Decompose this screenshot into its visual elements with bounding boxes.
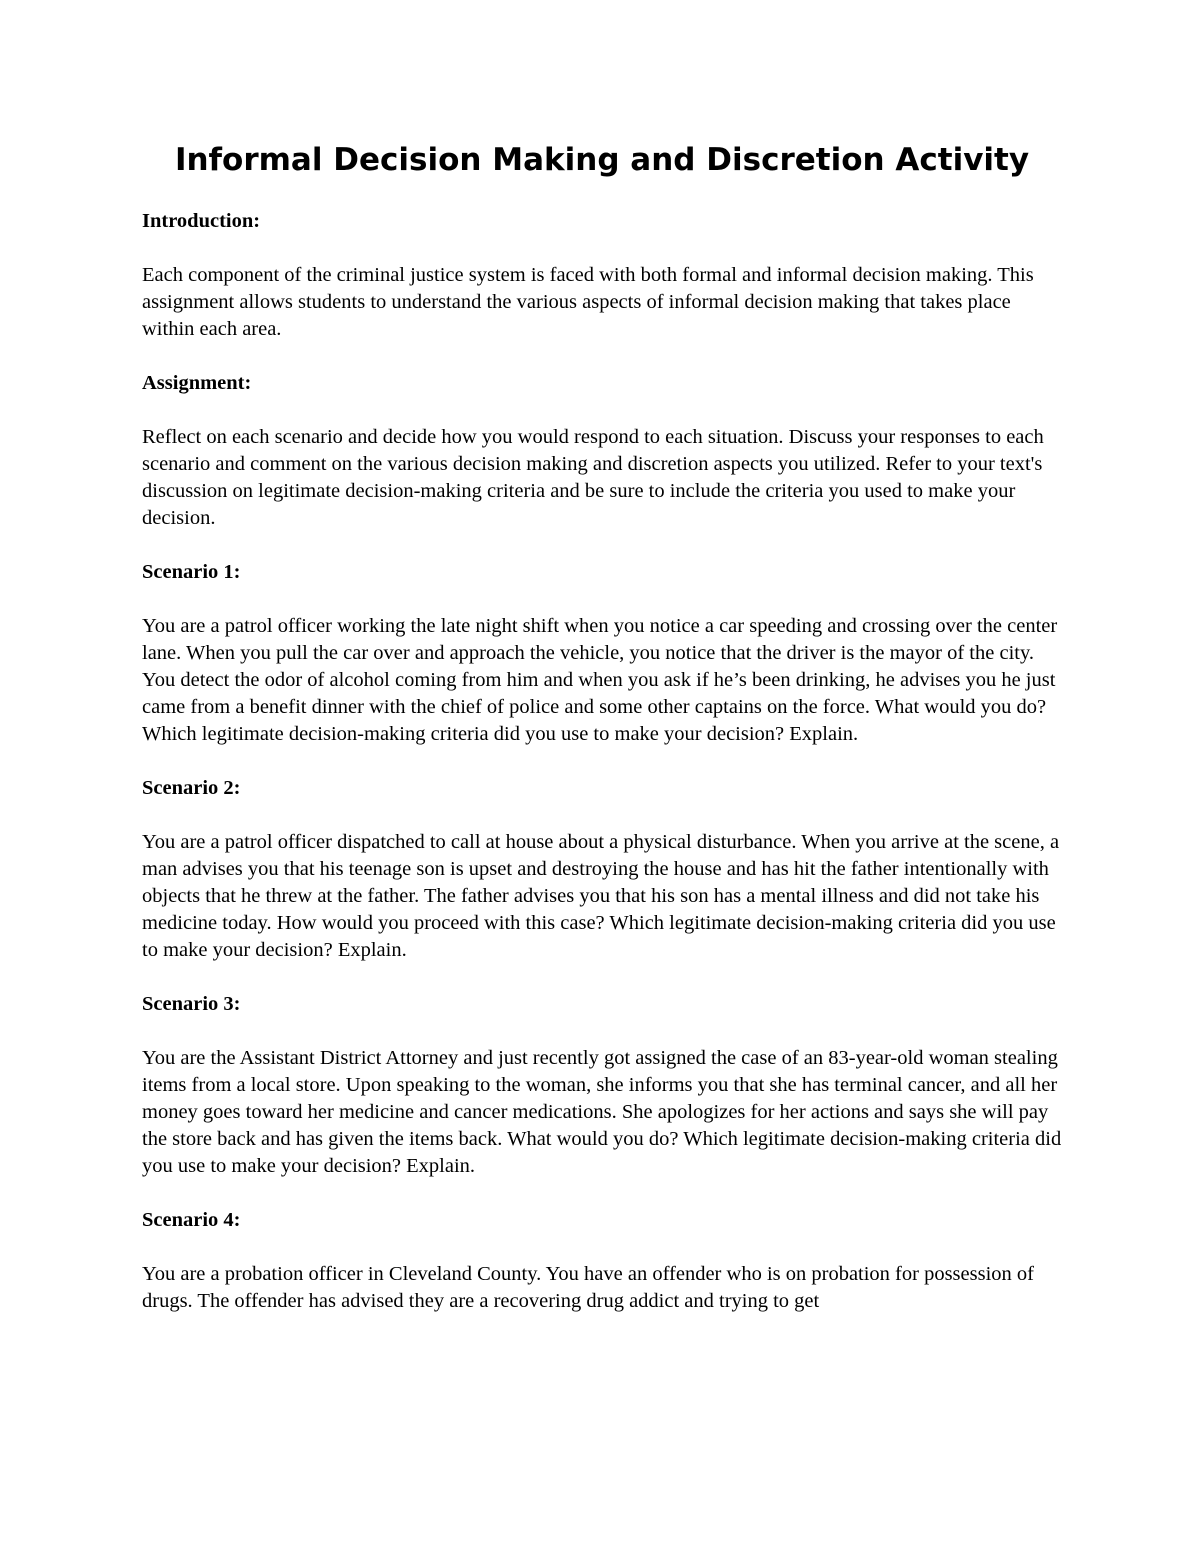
section-heading: Scenario 4: <box>142 1209 241 1231</box>
section-heading: Scenario 3: <box>142 993 241 1015</box>
section-paragraph: Reflect on each scenario and decide how you would respond to each situation. Discuss your responses to each scenario and comment on the various decision making and discretion aspects you utilized. Refer to your text's discussion on legitimate decision-making criteria and be sure to include the criteria you used to make your decision. <box>142 426 1044 529</box>
section-paragraph: You are a probation officer in Cleveland County. You have an offender who is on probation for possession of drugs. The offender has advised they are a recovering drug addict and trying to get <box>142 1263 1034 1312</box>
section-scenario-3 <box>142 991 1062 1180</box>
section-paragraph: You are a patrol officer dispatched to call at house about a physical disturbance. When you arrive at the scene, a man advises you that his teenage son is upset and destroying the house and has hit the father intentionally with objects that he threw at the father. The father advises you that his son has a mental illness and did not take his medicine today. How would you proceed with this case? Which legitimate decision-making criteria did you use to make your decision? Explain. <box>142 831 1060 961</box>
document-title: Informal Decision Making and Discretion Activity <box>174 142 1030 178</box>
section-scenario-1 <box>142 559 1062 748</box>
section-paragraph: You are the Assistant District Attorney and just recently got assigned the case of an 83-year-old woman stealing items from a local store. Upon speaking to the woman, she informs you that she has terminal cancer, and all her money goes toward her medicine and cancer medications. She apologizes for her actions and says she will pay the store back and has given the items back. What would you do? Which legitimate decision-making criteria did you use to make your decision? Explain. <box>142 1047 1062 1177</box>
section-scenario-2 <box>142 775 1062 964</box>
section-heading: Assignment: <box>142 372 252 394</box>
section-heading: Scenario 1: <box>142 561 241 583</box>
document-body <box>142 138 1062 1342</box>
section-heading: Introduction: <box>142 210 261 232</box>
section-scenario-4 <box>142 1207 1062 1315</box>
section-heading: Scenario 2: <box>142 777 241 799</box>
section-introduction <box>142 208 1062 343</box>
section-assignment <box>142 370 1062 532</box>
section-paragraph: Each component of the criminal justice system is faced with both formal and informal decision making. This assignment allows students to understand the various aspects of informal decision making that takes place within each area. <box>142 264 1034 340</box>
section-paragraph: You are a patrol officer working the late night shift when you notice a car speeding and crossing over the center lane. When you pull the car over and approach the vehicle, you notice that the driver is the mayor of the city. You detect the odor of alcohol coming from him and when you ask if he’s been drinking, he advises you he just came from a benefit dinner with the chief of police and some other captains on the force. What would you do? Which legitimate decision-making criteria did you use to make your decision? Explain. <box>142 615 1058 745</box>
